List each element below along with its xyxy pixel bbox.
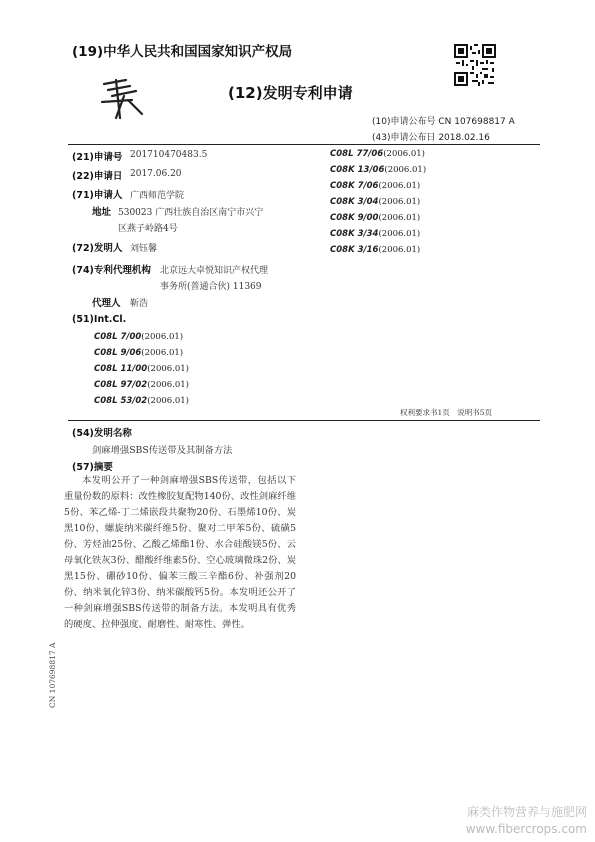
side-publication-number: CN 107698817 A [48,642,57,708]
class-item: C08K 3/16(2006.01) [330,245,421,255]
abstract-text: 本发明公开了一种剑麻增强SBS传送带，包括以下重量份数的原料：改性橡胶复配物140份、改性剑麻纤维5份、苯乙烯-丁二烯嵌段共聚物20份、石墨烯10份、炭黑10份、螺旋纳米碳纤维5份、聚对二甲苯5份、硫磺5份、芳烃油25份、乙酸乙烯酯1份、水合硅酸镁5份、云母氧化铁灰3份、醋酸纤维素5份、空心玻璃微珠2份、炭黑15份、硼砂10份、偏苯三酸三辛酯6份、补强剂20份、纳米氧化锌3份、纳米碳酸钙5份。本发明还公开了一种剑麻增强SBS传送带的制备方法。本发明具有优秀的硬度、拉伸强度、耐磨性、耐寒性、弹性。 [64,475,296,630]
intcl-item: C08L 7/00(2006.01) [94,332,184,342]
agent-value: 靳浩 [130,299,149,309]
watermark-site-name: 麻类作物营养与施肥网 [466,805,587,819]
agency-label: (74)专利代理机构 [72,265,151,276]
abstract-label: (57)摘要 [72,462,113,473]
class-item: C08K 3/34(2006.01) [330,229,421,239]
header-divider [68,144,540,145]
address-line-1: 530023 广西壮族自治区南宁市兴宁 [118,208,264,218]
publication-date: (43)申请公布日 2018.02.16 [372,133,490,143]
invention-title: 剑麻增强SBS传送带及其制备方法 [92,445,233,456]
publication-number: (10)申请公布号 CN 107698817 A [372,117,515,127]
watermark-url: www.fibercrops.com [465,822,587,836]
app-no-label: (21)申请号 [72,152,123,163]
class-item: C08K 7/06(2006.01) [330,181,421,191]
agency-line-1: 北京远大卓悦知识产权代理 [160,266,269,276]
document-type: (12)发明专利申请 [228,84,353,102]
agent-label: 代理人 [92,298,121,309]
app-date-label: (22)申请日 [72,171,123,182]
address-line-2: 区燕子岭路4号 [118,224,178,234]
title-label: (54)发明名称 [72,428,132,439]
intcl-item: C08L 97/02(2006.01) [94,380,190,390]
class-item: C08K 9/00(2006.01) [330,213,421,223]
patent-office-emblem-icon [96,76,146,122]
agency-line-2: 事务所(普通合伙) 11369 [160,282,262,292]
class-item: C08K 3/04(2006.01) [330,197,421,207]
intcl-item: C08L 53/02(2006.01) [94,396,190,406]
address-label: 地址 [92,207,112,218]
applicant-label: (71)申请人 [72,190,123,201]
class-item: C08K 13/06(2006.01) [330,165,427,175]
qr-code-icon [454,44,496,86]
app-date-value: 2017.06.20 [130,169,182,179]
page-counts: 权利要求书1页 说明书5页 [400,408,493,417]
app-no-value: 201710470483.5 [130,150,208,160]
intcl-item: C08L 11/00(2006.01) [94,364,190,374]
inventor-label: (72)发明人 [72,243,123,254]
office-name: (19)中华人民共和国国家知识产权局 [72,44,293,60]
applicant-value: 广西师范学院 [130,191,185,201]
class-item: C08L 77/06(2006.01) [330,149,426,159]
intcl-label: (51)Int.Cl. [72,314,127,325]
intcl-item: C08L 9/06(2006.01) [94,348,184,358]
abstract-divider [68,420,540,421]
inventor-value: 刘钰馨 [130,244,158,254]
